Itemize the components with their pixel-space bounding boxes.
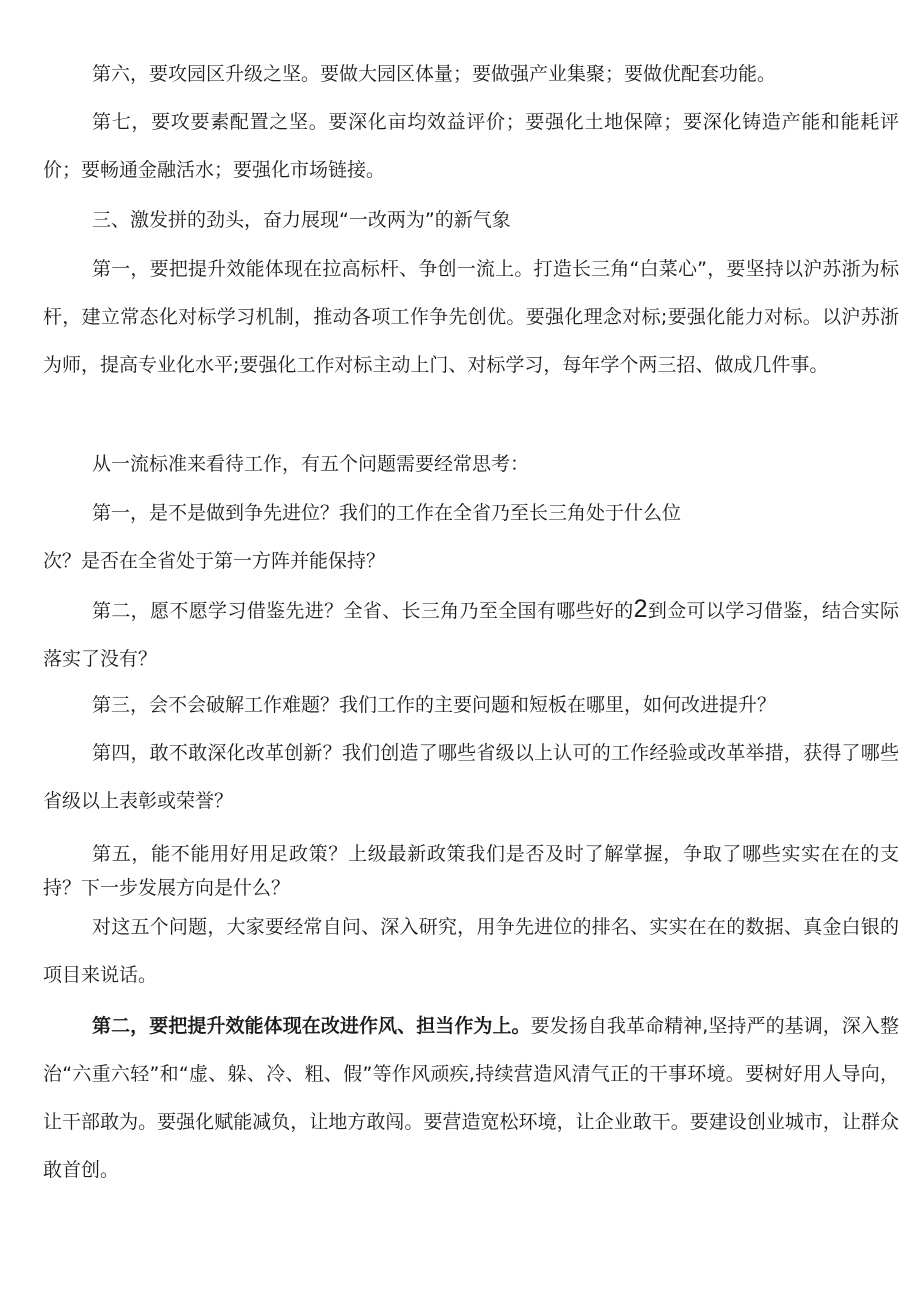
work-style-body: 要发扬自我革命精神,坚持严的基调，深入整治“六重六轻”和“虚、躲、冷、粗、假”等作风顽疾,持续营造风清气正的干事环境。要树好用人导向，让干部敢为。要强化赋能减负，让地方敢闯。要营造宽松环境，让企业敢干。要建设创业城市，让群众敢首创。	[43, 1015, 899, 1181]
work-style-heading: 第二，要把提升效能体现在改进作风、担当作为上。	[92, 1015, 531, 1037]
paragraph-five-questions-summary: 对这五个问题，大家要经常自问、深入研究，用争先进位的排名、实实在在的数据、真金白银的项目来说话。	[43, 916, 899, 986]
question-two-text-a: 第二，愿不愿学习借鉴先进？全省、长三角乃至全国有哪些好的	[92, 600, 634, 622]
paragraph-question-five: 第五，能不能用好用足政策？上级最新政策我们是否及时了解掌握，争取了哪些实实在在的支持？下一步发展方向是什么？	[43, 843, 899, 899]
paragraph-question-three: 第三，会不会破解工作难题？我们工作的主要问题和短板在哪里，如何改进提升？	[92, 694, 777, 716]
question-two-digit: 2	[633, 595, 648, 623]
paragraph-question-one-line2: 次？是否在全省处于第一方阵并能保持？	[43, 550, 386, 572]
paragraph-question-two	[43, 585, 899, 683]
paragraph-five-questions-intro: 从一流标准来看待工作，有五个问题需要经常思考：	[92, 453, 530, 475]
question-two-text-b: 到佥可以学习借鉴，结合实际落实了没有？	[43, 600, 899, 670]
paragraph-benchmark: 第一，要把提升效能体现在拉高标杆、争创一流上。打造长三角“白菜心”，要坚持以沪苏浙为标杆，建立常态化对标学习机制，推动各项工作争先创优。要强化理念对标;要强化能力对标。以沪苏浙为师，提高专业化水平;要强化工作对标主动上门、对标学习，每年学个两三招、做成几件事。	[43, 258, 899, 376]
paragraph-question-four: 第四，敢不敢深化改革创新？我们创造了哪些省级以上认可的工作经验或改革举措，获得了哪些省级以上表彰或荣誉？	[43, 742, 899, 812]
paragraph-park-upgrade: 第六，要攻园区升级之坚。要做大园区体量；要做强产业集聚；要做优配套功能。	[92, 63, 777, 85]
paragraph-question-one-line1: 第一，是不是做到争先进位？我们的工作在全省乃至长三角处于什么位	[92, 502, 682, 524]
section-heading-three: 三、激发拼的劲头，奋力展现“一改两为”的新气象	[92, 209, 511, 231]
paragraph-factor-allocation: 第七，要攻要素配置之坚。要深化亩均效益评价；要强化土地保障；要深化铸造产能和能耗评价；要畅通金融活水；要强化市场链接。	[43, 111, 899, 181]
paragraph-work-style	[43, 1002, 899, 1194]
